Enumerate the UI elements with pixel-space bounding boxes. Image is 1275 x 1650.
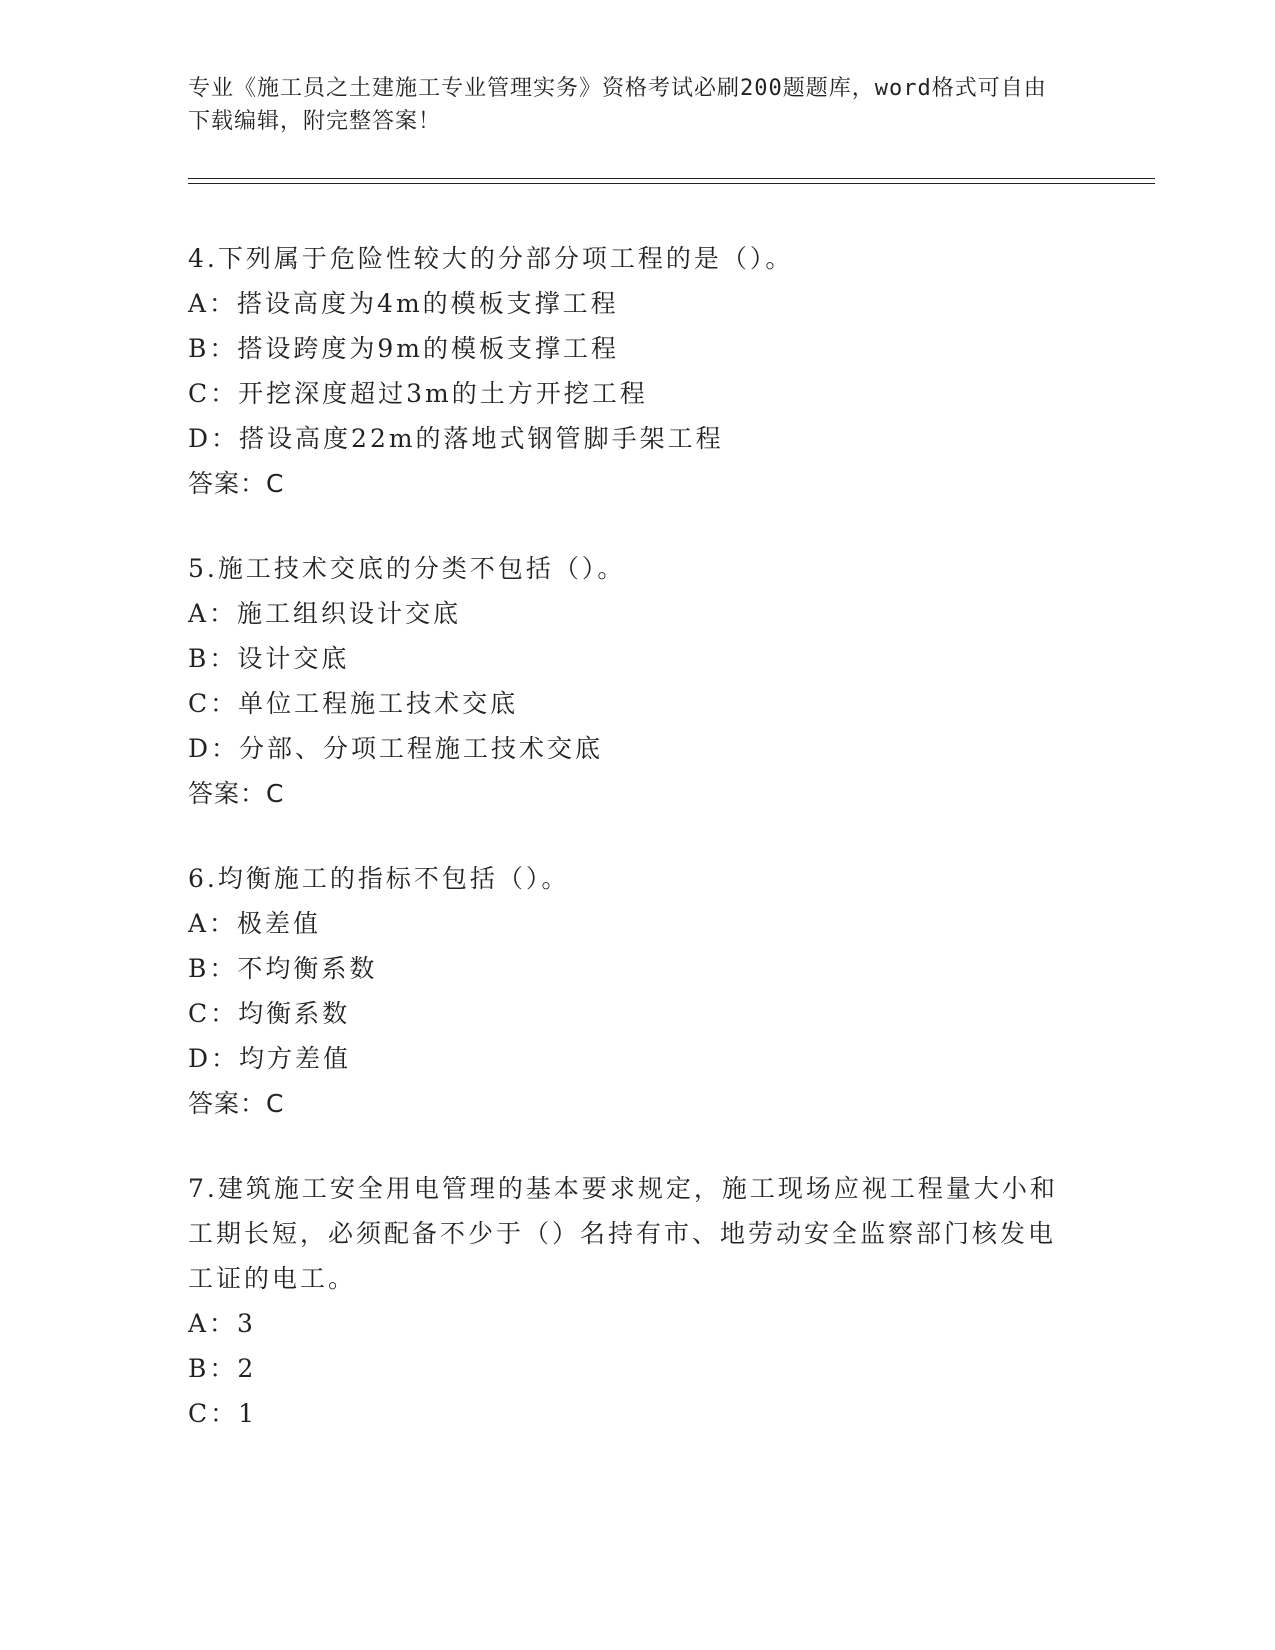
option-b: B：搭设跨度为9m的模板支撑工程 [188,334,619,363]
answer: 答案：C [188,1089,285,1118]
answer: 答案：C [188,469,285,498]
answer: 答案：C [188,779,285,808]
option-b: B：不均衡系数 [188,954,378,983]
question-6 [188,856,1068,1126]
question-stem: 6.均衡施工的指标不包括（）。 [188,864,570,893]
option-d: D：分部、分项工程施工技术交底 [188,734,604,763]
option-a: A：施工组织设计交底 [188,599,462,628]
document-title: 专业《施工员之土建施工专业管理实务》资格考试必刷200题题库，word格式可自由下载编辑，附完整答案！ [188,76,1047,134]
option-a: A：3 [188,1309,256,1338]
option-c: C：均衡系数 [188,999,351,1028]
question-stem: 4.下列属于危险性较大的分部分项工程的是（）。 [188,244,794,273]
option-c: C：单位工程施工技术交底 [188,689,519,718]
option-c: C：1 [188,1399,258,1428]
option-b: B：设计交底 [188,644,350,673]
option-c: C：开挖深度超过3m的土方开挖工程 [188,379,648,408]
option-a: A：搭设高度为4m的模板支撑工程 [188,289,619,318]
option-d: D：搭设高度22m的落地式钢管脚手架工程 [188,424,724,453]
option-a: A：极差值 [188,909,322,938]
question-7 [188,1166,1068,1436]
question-stem: 7.建筑施工安全用电管理的基本要求规定，施工现场应视工程量大小和工期长短，必须配备不少于（）名持有市、地劳动安全监察部门核发电工证的电工。 [188,1174,1058,1293]
question-stem: 5.施工技术交底的分类不包括（）。 [188,554,626,583]
question-5 [188,546,1068,816]
option-b: B：2 [188,1354,257,1383]
option-d: D：均方差值 [188,1044,352,1073]
question-list [188,236,1068,1476]
page-header [188,72,1068,138]
header-divider [188,178,1155,184]
question-4 [188,236,1068,506]
